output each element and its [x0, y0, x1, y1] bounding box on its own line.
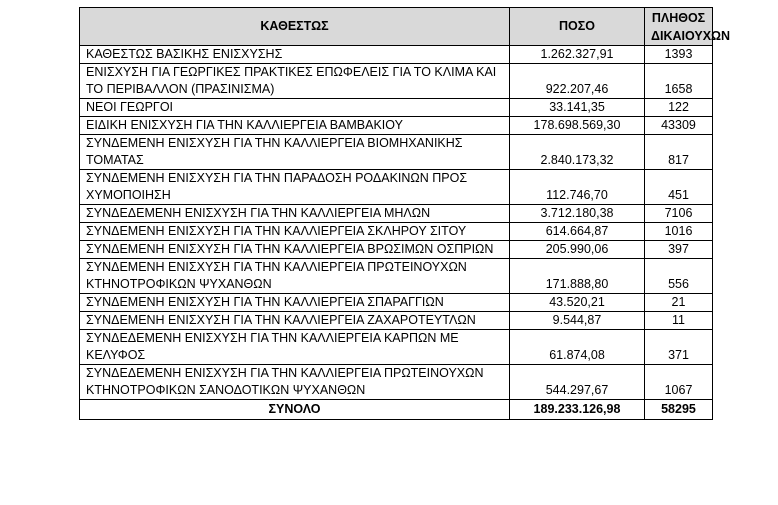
table-row [80, 170, 713, 205]
row-beneficiaries: 451 [645, 170, 713, 205]
table-row [80, 259, 713, 294]
payments-table [79, 7, 731, 420]
row-beneficiaries: 7106 [645, 205, 713, 223]
table-row [80, 223, 713, 241]
header-status: ΚΑΘΕΣΤΩΣ [80, 8, 510, 46]
header-amount: ΠΟΣΟ [510, 8, 645, 46]
table-row [80, 99, 713, 117]
row-amount: 544.297,67 [510, 365, 645, 400]
row-beneficiaries: 1658 [645, 64, 713, 99]
row-beneficiaries: 21 [645, 294, 713, 312]
row-beneficiaries: 43309 [645, 117, 713, 135]
row-amount: 3.712.180,38 [510, 205, 645, 223]
row-beneficiaries: 1067 [645, 365, 713, 400]
row-status: ΚΑΘΕΣΤΩΣ ΒΑΣΙΚΗΣ ΕΝΙΣΧΥΣΗΣ [80, 46, 510, 64]
row-amount: 33.141,35 [510, 99, 645, 117]
row-status: ΣΥΝΔΕΔΕΜΕΝΗ ΕΝΙΣΧΥΣΗ ΓΙΑ ΤΗΝ ΚΑΛΛΙΕΡΓΕΙΑ ΜΗΛΩΝ [80, 205, 510, 223]
table-row [80, 365, 713, 400]
total-row [80, 400, 713, 420]
row-beneficiaries: 122 [645, 99, 713, 117]
header-row [80, 8, 713, 46]
table-row [80, 205, 713, 223]
table-row [80, 312, 713, 330]
row-beneficiaries: 371 [645, 330, 713, 365]
row-amount: 178.698.569,30 [510, 117, 645, 135]
row-status: ΝΕΟΙ ΓΕΩΡΓΟΙ [80, 99, 510, 117]
row-amount: 9.544,87 [510, 312, 645, 330]
row-amount: 112.746,70 [510, 170, 645, 205]
header-beneficiaries [645, 8, 731, 46]
row-beneficiaries: 1393 [645, 46, 713, 64]
row-beneficiaries: 397 [645, 241, 713, 259]
row-beneficiaries: 11 [645, 312, 713, 330]
table-row [80, 241, 713, 259]
row-status: ΣΥΝΔΕΔΕΜΕΝΗ ΕΝΙΣΧΥΣΗ ΓΙΑ ΤΗΝ ΚΑΛΛΙΕΡΓΕΙΑ ΠΡΩΤΕΙΝΟΥΧΩΝ ΚΤΗΝΟΤΡΟΦΙΚΩΝ ΣΑΝΟΔΟΤΙΚΩΝ ΨΥΧΑΝΘΩΝ [80, 365, 510, 400]
row-status: ΣΥΝΔΕΜΕΝΗ ΕΝΙΣΧΥΣΗ ΓΙΑ ΤΗΝ ΠΑΡΑΔΟΣΗ ΡΟΔΑΚΙΝΩΝ ΠΡΟΣ ΧΥΜΟΠΟΙΗΣΗ [80, 170, 510, 205]
row-amount: 43.520,21 [510, 294, 645, 312]
table-row [80, 46, 713, 64]
row-amount: 2.840.173,32 [510, 135, 645, 170]
row-status: ΣΥΝΔΕΜΕΝΗ ΕΝΙΣΧΥΣΗ ΓΙΑ ΤΗΝ ΚΑΛΛΙΕΡΓΕΙΑ ΣΚΛΗΡΟΥ ΣΙΤΟΥ [80, 223, 510, 241]
row-beneficiaries: 817 [645, 135, 713, 170]
total-beneficiaries: 58295 [645, 400, 713, 420]
row-amount: 171.888,80 [510, 259, 645, 294]
table-row [80, 330, 713, 365]
total-amount: 189.233.126,98 [510, 400, 645, 420]
row-status: ΣΥΝΔΕΜΕΝΗ ΕΝΙΣΧΥΣΗ ΓΙΑ ΤΗΝ ΚΑΛΛΙΕΡΓΕΙΑ ΣΠΑΡΑΓΓΙΩΝ [80, 294, 510, 312]
row-amount: 1.262.327,91 [510, 46, 645, 64]
header-beneficiaries-line1: ΠΛΗΘΟΣ [651, 10, 706, 25]
row-amount: 614.664,87 [510, 223, 645, 241]
total-label: ΣΥΝΟΛΟ [80, 400, 510, 420]
row-beneficiaries: 556 [645, 259, 713, 294]
table-row [80, 294, 713, 312]
row-status: ΕΝΙΣΧΥΣΗ ΓΙΑ ΓΕΩΡΓΙΚΕΣ ΠΡΑΚΤΙΚΕΣ ΕΠΩΦΕΛΕΙΣ ΓΙΑ ΤΟ ΚΛΙΜΑ ΚΑΙ ΤΟ ΠΕΡΙΒΑΛΛΟΝ (ΠΡΑΣΙΝΙΣΜΑ) [80, 64, 510, 99]
row-amount: 922.207,46 [510, 64, 645, 99]
row-status: ΣΥΝΔΕΜΕΝΗ ΕΝΙΣΧΥΣΗ ΓΙΑ ΤΗΝ ΚΑΛΛΙΕΡΓΕΙΑ ΒΡΩΣΙΜΩΝ ΟΣΠΡΙΩΝ [80, 241, 510, 259]
row-amount: 61.874,08 [510, 330, 645, 365]
row-status: ΣΥΝΔΕΜΕΝΗ ΕΝΙΣΧΥΣΗ ΓΙΑ ΤΗΝ ΚΑΛΛΙΕΡΓΕΙΑ ΒΙΟΜΗΧΑΝΙΚΗΣ ΤΟΜΑΤΑΣ [80, 135, 510, 170]
table-row [80, 117, 713, 135]
header-beneficiaries-line2: ΔΙΚΑΙΟΥΧΩΝ [651, 28, 731, 43]
row-status: ΣΥΝΔΕΔΕΜΕΝΗ ΕΝΙΣΧΥΣΗ ΓΙΑ ΤΗΝ ΚΑΛΛΙΕΡΓΕΙΑ ΚΑΡΠΩΝ ΜΕ ΚΕΛΥΦΟΣ [80, 330, 510, 365]
table-row [80, 64, 713, 99]
row-status: ΣΥΝΔΕΜΕΝΗ ΕΝΙΣΧΥΣΗ ΓΙΑ ΤΗΝ ΚΑΛΛΙΕΡΓΕΙΑ ΖΑΧΑΡΟΤΕΥΤΛΩΝ [80, 312, 510, 330]
row-status: ΕΙΔΙΚΗ ΕΝΙΣΧΥΣΗ ΓΙΑ ΤΗΝ ΚΑΛΛΙΕΡΓΕΙΑ ΒΑΜΒΑΚΙΟΥ [80, 117, 510, 135]
row-status: ΣΥΝΔΕΜΕΝΗ ΕΝΙΣΧΥΣΗ ΓΙΑ ΤΗΝ ΚΑΛΛΙΕΡΓΕΙΑ ΠΡΩΤΕΙΝΟΥΧΩΝ ΚΤΗΝΟΤΡΟΦΙΚΩΝ ΨΥΧΑΝΘΩΝ [80, 259, 510, 294]
row-beneficiaries: 1016 [645, 223, 713, 241]
row-amount: 205.990,06 [510, 241, 645, 259]
table-row [80, 135, 713, 170]
